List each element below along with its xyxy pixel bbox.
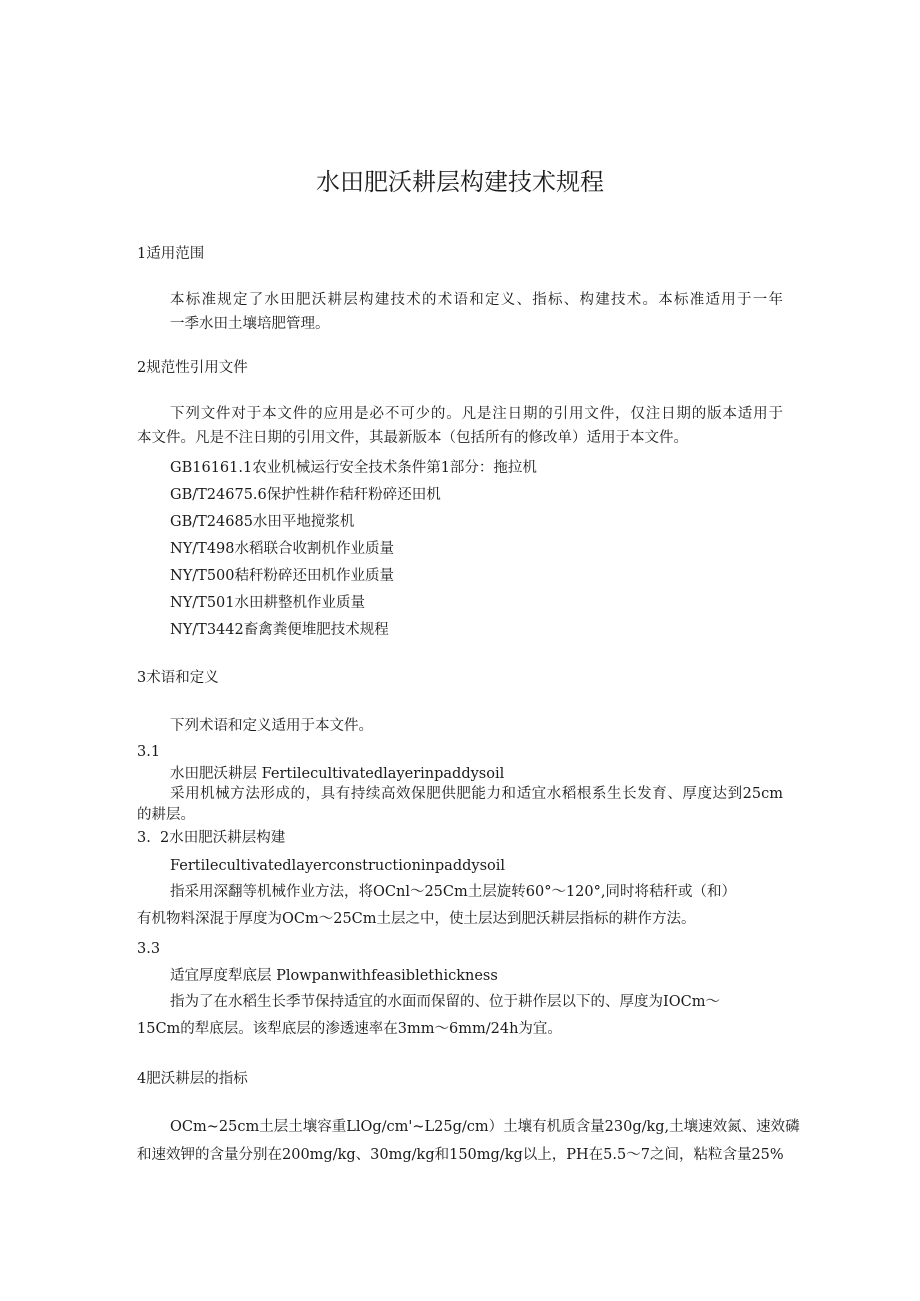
term-3-3-title: 适宜厚度犁底层 Plowpanwithfeasiblethickness bbox=[170, 968, 498, 984]
reference-item: GB/T24685水田平地搅浆机 bbox=[170, 514, 355, 530]
term-3-3-definition-line-1: 指为了在水稻生长季节保持适宜的水面而保留的、位于耕作层以下的、厚度为IOCm～ bbox=[170, 994, 720, 1010]
reference-item: GB/T24675.6保护性耕作秸秆粉碎还田机 bbox=[170, 487, 441, 503]
reference-item: NY/T498水稻联合收割机作业质量 bbox=[170, 541, 394, 557]
section-1-paragraph-line-1: 本标准规定了水田肥沃耕层构建技术的术语和定义、指标、构建技术。本标准适用于一年 bbox=[170, 292, 783, 308]
reference-item: NY/T3442畜禽粪便堆肥技术规程 bbox=[170, 622, 389, 638]
section-2-paragraph-line-2: 本文件。凡是不注日期的引用文件，其最新版本（包括所有的修改单）适用于本文件。 bbox=[137, 430, 688, 446]
section-4-heading: 4肥沃耕层的指标 bbox=[137, 1071, 248, 1087]
term-3-3-number: 3.3 bbox=[137, 941, 161, 957]
section-2-paragraph-line-1: 下列文件对于本文件的应用是必不可少的。凡是注日期的引用文件，仅注日期的版本适用于 bbox=[170, 406, 783, 422]
term-3-1-number: 3.1 bbox=[137, 744, 161, 760]
page-title: 水田肥沃耕层构建技术规程 bbox=[316, 168, 604, 196]
reference-item: NY/T500秸秆粉碎还田机作业质量 bbox=[170, 568, 394, 584]
term-3-1-definition-line-1: 采用机械方法形成的，具有持续高效保肥供肥能力和适宜水稻根系生长发育、厚度达到25cm bbox=[170, 786, 783, 802]
term-3-1-definition-line-2: 的耕层。 bbox=[137, 807, 195, 823]
section-1-heading: 1适用范围 bbox=[137, 246, 205, 262]
term-3-2-english: Fertilecultivatedlayerconstructioninpaddysoil bbox=[170, 858, 506, 874]
section-4-paragraph-line-1: OCm~25cm土层土壤容重LlOg∕cm'~L25g∕cm）土壤有机质含量230g∕kg,土壤速效氮、速效磷 bbox=[170, 1119, 800, 1135]
section-1-paragraph-line-2: 一季水田土壤培肥管理。 bbox=[170, 316, 330, 332]
term-3-1-title: 水田肥沃耕层 Fertilecultivatedlayerinpaddysoil bbox=[170, 766, 505, 782]
reference-item: GB16161.1农业机械运行安全技术条件第1部分：拖拉机 bbox=[170, 460, 537, 476]
section-3-heading: 3术语和定义 bbox=[137, 670, 219, 686]
section-2-heading: 2规范性引用文件 bbox=[137, 360, 248, 376]
term-3-3-definition-line-2: 15Cm的犁底层。该犁底层的渗透速率在3mm～6mm∕24h为宜。 bbox=[137, 1021, 562, 1037]
section-3-intro: 下列术语和定义适用于本文件。 bbox=[170, 718, 373, 734]
term-3-2-number-title: 3. 2水田肥沃耕层构建 bbox=[137, 830, 286, 846]
term-3-2-definition-line-2: 有机物料深混于厚度为OCm～25Cm土层之中，使土层达到肥沃耕层指标的耕作方法。 bbox=[137, 911, 696, 927]
term-3-2-definition-line-1: 指采用深翻等机械作业方法，将OCnl～25Cm土层旋转60°～120°,同时将秸秆或（和） bbox=[170, 884, 736, 900]
section-4-paragraph-line-2: 和速效钾的含量分别在200mg/kg、30mg∕kg和150mg∕kg以上，PH在5.5～7之间，粘粒含量25% bbox=[137, 1147, 784, 1163]
reference-item: NY/T501水田耕整机作业质量 bbox=[170, 595, 365, 611]
